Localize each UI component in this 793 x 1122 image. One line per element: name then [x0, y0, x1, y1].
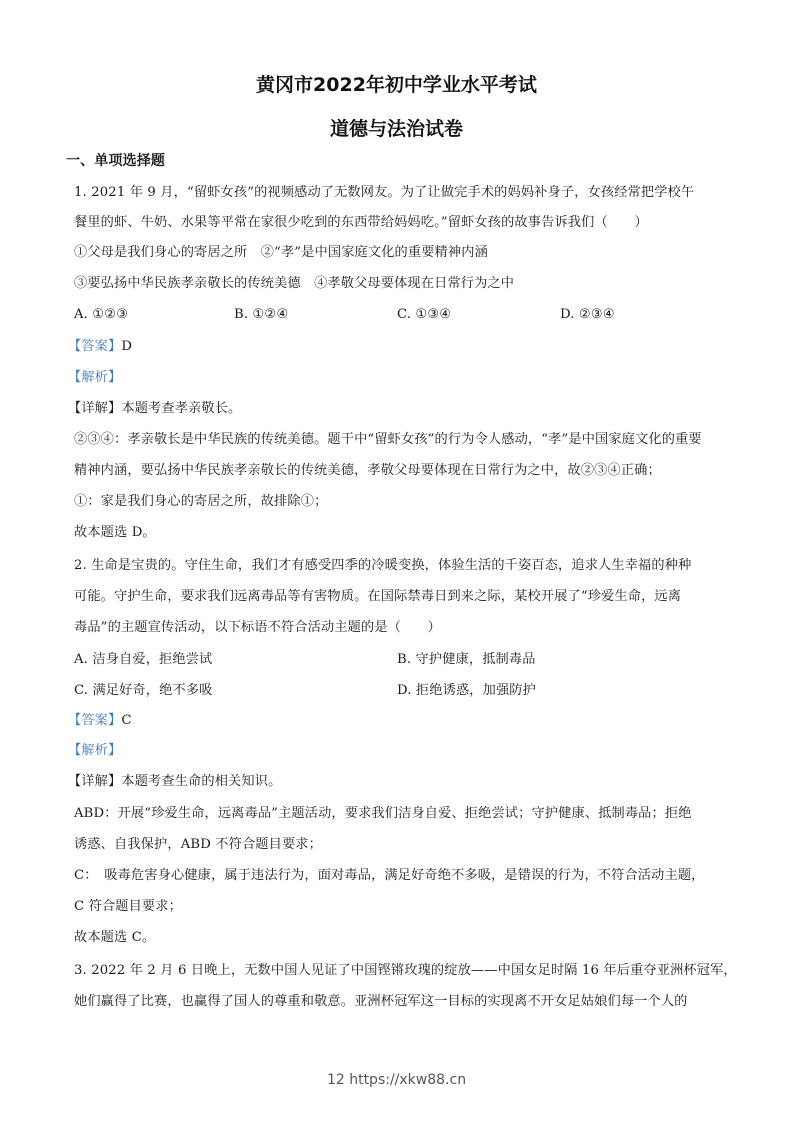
- exam-subtitle: 道德与法治试卷: [329, 118, 463, 140]
- q1-analysis-label: [68, 369, 718, 387]
- q1-answer-value: D: [121, 339, 133, 354]
- q1-option-a: A. ①②③: [74, 307, 129, 322]
- analysis-tag: 【解析】: [68, 370, 122, 385]
- page-footer: 12 https://xkw88.cn: [326, 1072, 467, 1088]
- q2-answer-value: C: [121, 713, 132, 728]
- section-heading: 一、单项选择题: [66, 153, 166, 169]
- analysis-tag: 【解析】: [68, 743, 122, 758]
- q2-explain-line4: C 符合题目要求；: [74, 899, 182, 914]
- q1-answer: [68, 338, 718, 356]
- q1-option-d: D. ②③④: [560, 307, 615, 322]
- q1-stem-line2: 餐里的虾、牛奶、水果等平常在家很少吃到的东西带给妈妈吃。”留虾女孩的故事告诉我们（ ）: [74, 215, 648, 230]
- q1-conclusion: 故本题选 D。: [74, 525, 156, 540]
- q2-option-a: A. 洁身自爱，拒绝尝试: [74, 652, 213, 667]
- q3-stem-line2: 她们赢得了比赛，也赢得了国人的尊重和敬意。亚洲杯冠军这一目标的实现离不开女足姑娘们每一个人的: [74, 994, 688, 1009]
- q1-explain-line1: ②③④：孝亲敬长是中华民族的传统美德。题干中“留虾女孩”的行为令人感动，“孝”是中国家庭文化的重要: [74, 432, 702, 447]
- q2-stem-line2: 可能。守护生命，要求我们远离毒品等有害物质。在国际禁毒日到来之际，某校开展了“珍爱生命，远离: [74, 589, 682, 604]
- q2-detail: [68, 773, 718, 791]
- q1-option-b: B. ①②④: [234, 307, 289, 322]
- q2-conclusion: 故本题选 C。: [74, 930, 156, 945]
- q1-statements-line2: ③要弘扬中华民族孝亲敬长的传统美德 ④孝敬父母要体现在日常行为之中: [74, 276, 515, 291]
- q1-statements-line1: ①父母是我们身心的寄居之所 ②“孝”是中国家庭文化的重要精神内涵: [74, 245, 488, 260]
- detail-tag: 【详解】: [68, 774, 122, 789]
- q2-stem-line3: 毒品”的主题宣传活动，以下标语不符合活动主题的是（ ）: [74, 620, 442, 635]
- q1-detail-text: 本题考查孝亲敬长。: [121, 401, 242, 416]
- q1-stem-line1: 1. 2021 年 9 月，“留虾女孩”的视频感动了无数网友。为了让做完手术的妈妈补身子，女孩经常把学校午: [74, 185, 695, 200]
- q2-explain-line3: C： 吸毒危害身心健康，属于违法行为，面对毒品，满足好奇绝不多吸，是错误的行为，不符合活动主题，: [74, 868, 705, 883]
- q2-option-c: C. 满足好奇，绝不多吸: [74, 683, 213, 698]
- q2-option-d: D. 拒绝诱惑，加强防护: [397, 683, 536, 698]
- q2-explain-line2: 诱惑、自我保护，ABD 不符合题目要求；: [74, 837, 322, 852]
- q1-detail: [68, 400, 718, 418]
- answer-tag: 【答案】: [68, 713, 122, 728]
- exam-title: 黄冈市2022年初中学业水平考试: [256, 74, 537, 96]
- detail-tag: 【详解】: [68, 401, 122, 416]
- q2-option-b: B. 守护健康，抵制毒品: [397, 652, 536, 667]
- q3-stem-line1: 3. 2022 年 2 月 6 日晚上，无数中国人见证了中国铿锵玫瑰的绽放——中国女足时隔 16 年后重夺亚洲杯冠军，: [74, 963, 737, 978]
- answer-tag: 【答案】: [68, 339, 122, 354]
- q1-option-c: C. ①③④: [397, 307, 452, 322]
- q2-analysis-label: [68, 742, 718, 760]
- q1-explain-line3: ①：家是我们身心的寄居之所，故排除①；: [74, 494, 328, 509]
- q2-answer: [68, 712, 718, 730]
- q2-explain-line1: ABD：开展“珍爱生命，远离毒品”主题活动，要求我们洁身自爱、拒绝尝试；守护健康、抵制毒品；拒绝: [74, 806, 692, 821]
- q1-explain-line2: 精神内涵，要弘扬中华民族孝亲敬长的传统美德，孝敬父母要体现在日常行为之中，故②③④正确；: [74, 463, 661, 478]
- q2-detail-text: 本题考查生命的相关知识。: [121, 774, 282, 789]
- q2-stem-line1: 2. 生命是宝贵的。守住生命，我们才有感受四季的冷暖变换，体验生活的千姿百态，追求人生幸福的种种: [74, 558, 692, 573]
